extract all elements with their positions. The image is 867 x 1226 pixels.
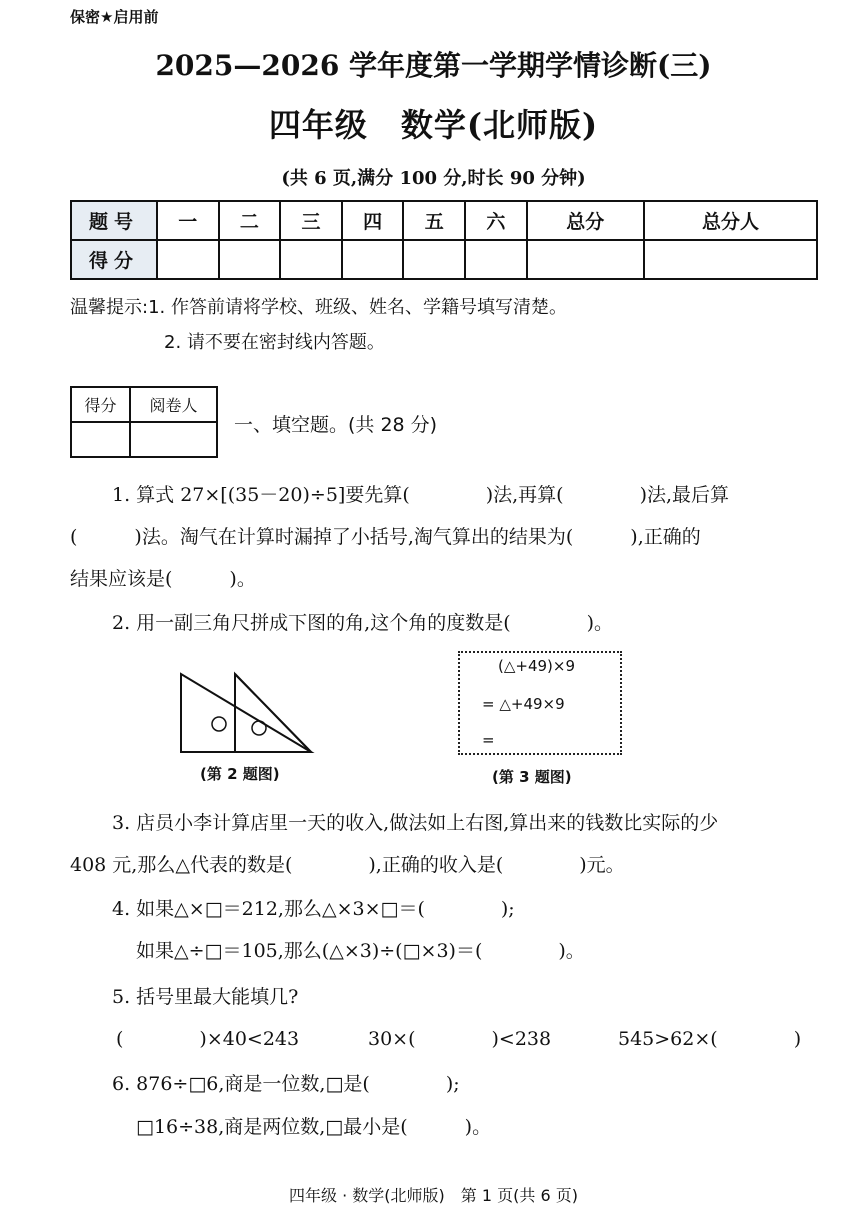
tip-line-2: 2. 请不要在密封线内答题。 — [164, 332, 385, 353]
figure-3-line-3: = — [482, 731, 495, 749]
grader-table — [70, 386, 218, 458]
question-2: 2. 用一副三角尺拼成下图的角,这个角的度数是( )。 — [112, 612, 614, 634]
score-blank-cell[interactable] — [527, 240, 644, 279]
question-4-line-2: 如果△÷□＝105,那么(△×3)÷(□×3)＝( )。 — [136, 940, 585, 962]
score-table-cell: 六 — [465, 201, 527, 240]
score-table-cell: 三 — [280, 201, 342, 240]
question-3-line-1: 3. 店员小李计算店里一天的收入,做法如上右图,算出来的钱数比实际的少 — [112, 812, 719, 834]
figure-3-caption: (第 3 题图) — [492, 768, 572, 786]
question-5-c: 545>62×( ) — [618, 1028, 802, 1050]
grader-table-grader-label: 阅卷人 — [130, 387, 217, 422]
score-table-cell: 一 — [157, 201, 219, 240]
score-blank-cell[interactable] — [280, 240, 342, 279]
question-1-line-1: 1. 算式 27×[(35－20)÷5]要先算( )法,再算( )法,最后算 — [112, 484, 730, 506]
score-table-cell: 四 — [342, 201, 404, 240]
exam-subtitle: 四年级 数学(北师版) — [268, 106, 599, 144]
question-1-line-2: ( )法。淘气在计算时漏掉了小括号,淘气算出的结果为( ),正确的 — [70, 526, 701, 548]
score-table-header-row — [71, 201, 817, 240]
figure-3-line-2: = △+49×9 — [482, 695, 565, 713]
score-table-cell: 总分人 — [644, 201, 817, 240]
question-4-line-1: 4. 如果△×□＝212,那么△×3×□＝( ); — [112, 898, 515, 920]
confidential-mark: 保密★启用前 — [70, 8, 159, 26]
score-table-cell: 题号 — [71, 201, 157, 240]
question-1-line-3: 结果应该是( )。 — [70, 568, 256, 590]
figure-3-box — [458, 651, 622, 755]
tip-line-1: 温馨提示:1. 作答前请将学校、班级、姓名、学籍号填写清楚。 — [70, 297, 567, 318]
score-blank-cell[interactable] — [342, 240, 404, 279]
exam-info: (共 6 页,满分 100 分,时长 90 分钟) — [281, 168, 586, 189]
score-table-cell: 五 — [403, 201, 465, 240]
score-table — [70, 200, 818, 280]
question-5-b: 30×( )<238 — [368, 1028, 552, 1050]
grader-table-score-label: 得分 — [71, 387, 130, 422]
page-footer: 四年级 · 数学(北师版) 第 1 页(共 6 页) — [289, 1186, 578, 1205]
score-table-score-row — [71, 240, 817, 279]
score-table-cell: 得分 — [71, 240, 157, 279]
score-table-cell: 二 — [219, 201, 281, 240]
figure-2-caption: (第 2 题图) — [200, 765, 280, 783]
question-5-title: 5. 括号里最大能填几? — [112, 986, 299, 1008]
score-blank-cell[interactable] — [157, 240, 219, 279]
section-heading: 一、填空题。(共 28 分) — [234, 414, 438, 436]
question-3-line-2: 408 元,那么△代表的数是( ),正确的收入是( )元。 — [70, 854, 625, 876]
score-blank-cell[interactable] — [465, 240, 527, 279]
grader-score-blank[interactable] — [71, 422, 130, 457]
score-blank-cell[interactable] — [644, 240, 817, 279]
score-table-cell: 总分 — [527, 201, 644, 240]
question-6-line-2: □16÷38,商是两位数,□最小是( )。 — [136, 1116, 492, 1138]
score-blank-cell[interactable] — [219, 240, 281, 279]
question-5-a: ( )×40<243 — [116, 1028, 300, 1050]
figure-3-line-1: (△+49)×9 — [498, 657, 576, 675]
triangle-rulers-figure — [175, 668, 320, 758]
exam-title: 2025—2026 学年度第一学期学情诊断(三) — [155, 49, 712, 82]
grader-name-blank[interactable] — [130, 422, 217, 457]
score-blank-cell[interactable] — [403, 240, 465, 279]
question-6-line-1: 6. 876÷□6,商是一位数,□是( ); — [112, 1073, 460, 1095]
